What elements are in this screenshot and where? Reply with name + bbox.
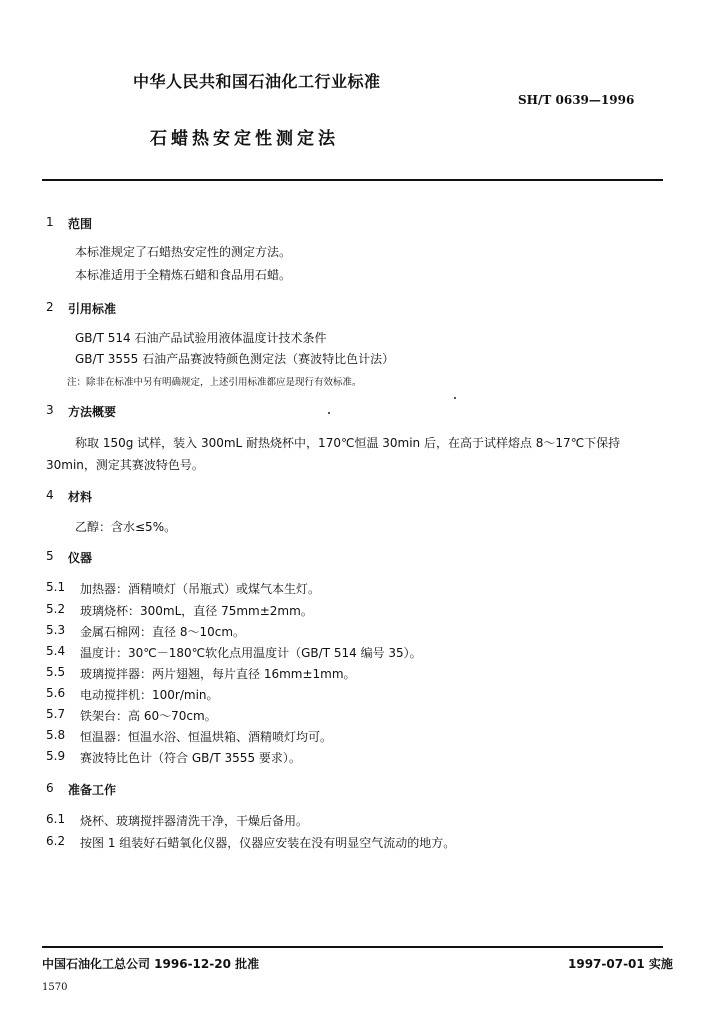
section-1-number: 1 <box>46 215 54 229</box>
item-5-4-number: 5.4 <box>46 644 66 658</box>
header-divider <box>42 179 663 181</box>
section-2-title: 引用标准 <box>68 302 117 316</box>
item-5-3-text: 金属石棉网：直径 8～10cm。 <box>80 625 246 639</box>
section-3-title: 方法概要 <box>68 405 117 419</box>
item-5-2-text: 玻璃烧杯：300mL，直径 75mm±2mm。 <box>80 604 313 618</box>
item-5-4-text: 温度计：30℃－180℃软化点用温度计（GB/T 514 编号 35）。 <box>80 646 422 660</box>
implementation-date: 1997-07-01 实施 <box>568 957 673 971</box>
item-5-7-number: 5.7 <box>46 707 66 721</box>
item-5-8-number: 5.8 <box>46 728 66 742</box>
section-4-number: 4 <box>46 488 54 502</box>
section-1-line-1: 本标准规定了石蜡热安定性的测定方法。 <box>75 245 292 259</box>
section-3-number: 3 <box>46 403 54 417</box>
footer-divider <box>42 946 663 948</box>
item-5-1-number: 5.1 <box>46 580 66 594</box>
item-5-7-text: 铁架台：高 60～70cm。 <box>80 709 217 723</box>
item-5-8-text: 恒温器：恒温水浴、恒温烘箱、酒精喷灯均可。 <box>80 730 333 744</box>
item-5-6-text: 电动搅拌机：100r/min。 <box>80 688 219 702</box>
section-2-note: 注：除非在标准中另有明确规定，上述引用标准都应是现行有效标准。 <box>67 377 362 388</box>
scan-speck <box>328 412 330 414</box>
document-title: 石蜡热安定性测定法 <box>150 129 339 149</box>
item-5-9-text: 赛波特比色计（符合 GB/T 3555 要求）。 <box>80 751 301 765</box>
section-2-ref-1: GB/T 514 石油产品试验用液体温度计技术条件 <box>75 331 327 345</box>
section-3-paragraph-line-1: 称取 150g 试样，装入 300mL 耐热烧杯中，170℃恒温 30min 后，在高于试样熔点 8～17℃下保持 <box>75 436 621 450</box>
section-1-line-2: 本标准适用于全精炼石蜡和食品用石蜡。 <box>75 268 292 282</box>
item-6-1-text: 烧杯、玻璃搅拌器清洗干净，干燥后备用。 <box>80 814 309 828</box>
item-6-2-number: 6.2 <box>46 834 66 848</box>
section-2-ref-2: GB/T 3555 石油产品赛波特颜色测定法（赛波特比色计法） <box>75 352 395 366</box>
approval-line: 中国石油化工总公司 1996-12-20 批准 <box>42 957 260 971</box>
item-5-9-number: 5.9 <box>46 749 66 763</box>
section-2-number: 2 <box>46 300 54 314</box>
item-6-2-text: 按图 1 组装好石蜡氧化仪器，仪器应安装在没有明显空气流动的地方。 <box>80 836 456 850</box>
item-5-1-text: 加热器：酒精喷灯（吊瓶式）或煤气本生灯。 <box>80 582 321 596</box>
scan-speck <box>454 397 456 399</box>
page-number: 1570 <box>42 982 68 993</box>
section-4-line-1: 乙醇：含水≤5%。 <box>75 520 177 534</box>
standard-code: SH/T 0639—1996 <box>518 93 635 107</box>
section-5-title: 仪器 <box>68 551 93 565</box>
section-5-number: 5 <box>46 549 54 563</box>
item-5-5-text: 玻璃搅拌器：两片翅翘，每片直径 16mm±1mm。 <box>80 667 356 681</box>
item-6-1-number: 6.1 <box>46 812 66 826</box>
item-5-5-number: 5.5 <box>46 665 66 679</box>
standard-category-title: 中华人民共和国石油化工行业标准 <box>133 72 381 91</box>
section-4-title: 材料 <box>68 490 93 504</box>
section-1-title: 范围 <box>68 217 93 231</box>
section-6-title: 准备工作 <box>68 783 117 797</box>
item-5-2-number: 5.2 <box>46 602 66 616</box>
section-6-number: 6 <box>46 781 54 795</box>
item-5-6-number: 5.6 <box>46 686 66 700</box>
section-3-paragraph-line-2: 30min，测定其赛波特色号。 <box>46 458 204 472</box>
item-5-3-number: 5.3 <box>46 623 66 637</box>
